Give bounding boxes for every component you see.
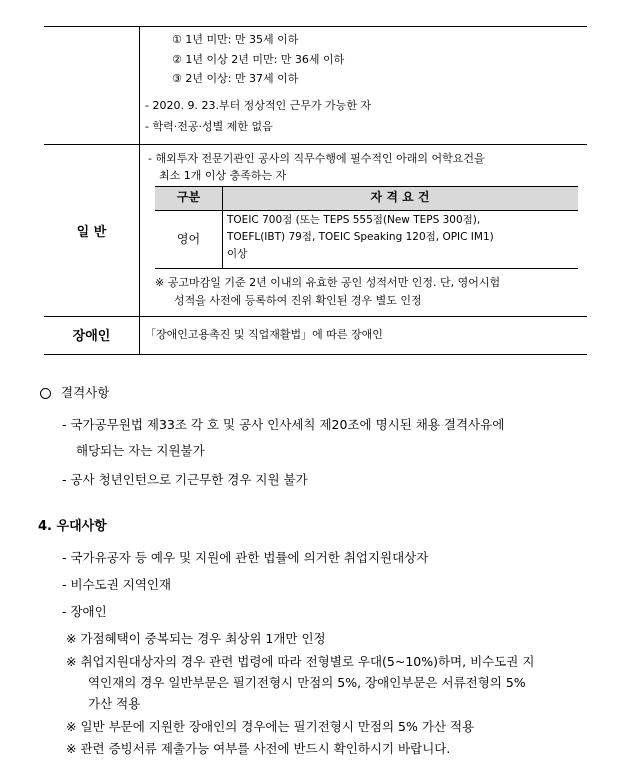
general-intro-line1: - 해외투자 전문기관인 공사의 직무수행에 필수적인 아래의 어학요건을 [148,152,485,165]
row-label-disabled: 장애인 [72,329,111,344]
preference-item-1: - 국가유공자 등 예우 및 지원에 관한 법률에 의거한 취업지원대상자 [62,550,429,565]
general-note-line1: ※ 공고마감일 기준 2년 이내의 유효한 공인 성적서만 인정. 단, 영어시험 [155,276,501,289]
header-category: 구분 [176,190,201,204]
age-item-1: ① 1년 미만: 만 35세 이하 [172,33,299,46]
disqualification-title [40,384,109,402]
no-limit-text: - 학력·전공·성별 제한 없음 [145,120,273,133]
preference-heading: 4. 우대사항 [38,519,107,534]
table-column-divider [139,26,140,355]
table-divider-1 [44,144,587,145]
work-start-text: - 2020. 9. 23.부터 정상적인 근무가 가능한 자 [145,99,372,112]
preference-note-2-line2: 역인재의 경우 일반부문은 필기전형시 만점의 5%, 장애인부문은 서류전형의 5% [88,675,526,690]
inner-border-top [155,186,578,187]
disabled-criteria-text: 「장애인고용촉진 및 직업재활법」에 따른 장애인 [145,328,383,341]
row-label-general: 일 반 [76,225,107,240]
age-item-3: ③ 2년 이상: 만 37세 이하 [172,72,299,85]
cell-category-english: 영어 [176,232,201,246]
circle-bullet-icon [40,388,51,399]
table-border-bottom [44,354,587,355]
disqualification-item2: - 공사 청년인턴으로 기근무한 경우 지원 불가 [62,472,308,487]
cell-requirement-line2: TOEFL(IBT) 79점, TOEIC Speaking 120점, OPIC IM1) [227,231,494,243]
disqualification-item1-line2: 해당되는 자는 지원불가 [76,443,205,458]
preference-note-2-line1: ※ 취업지원대상자의 경우 관련 법령에 따라 전형별로 우대(5~10%)하며, 비수도권 지 [66,654,535,669]
disqualification-title-text: 결격사항 [61,385,110,400]
table-border-top [44,26,587,27]
cell-requirement-line1: TOEIC 700점 (또는 TEPS 555점(New TEPS 300점), [227,214,481,226]
general-note-line2: 성적을 사전에 등록하여 진위 확인된 경우 별도 인정 [174,294,422,307]
inner-border-header [155,210,578,211]
table-divider-2 [44,316,587,317]
preference-item-3: - 장애인 [62,604,107,619]
header-requirement: 자 격 요 건 [370,190,430,204]
eligibility-table [44,26,587,355]
cell-requirement-line3: 이상 [227,248,248,260]
preference-note-3: ※ 일반 부문에 지원한 장애인의 경우에는 필기전형시 만점의 5% 가산 적용 [66,719,475,734]
preference-note-4: ※ 관련 증빙서류 제출가능 여부를 사전에 반드시 확인하시기 바랍니다. [66,741,451,756]
preference-note-1: ※ 가점혜택이 중복되는 경우 최상위 1개만 인정 [66,631,326,646]
general-intro-line2: 최소 1개 이상 충족하는 자 [159,169,287,182]
inner-border-bottom [155,268,578,269]
preference-note-2-line3: 가산 적용 [88,696,141,711]
preference-item-2: - 비수도권 지역인재 [62,577,172,592]
disqualification-item1-line1: - 국가공무원법 제33조 각 호 및 공사 인사세칙 제20조에 명시된 채용 결격사유에 [62,417,505,432]
age-item-2: ② 1년 이상 2년 미만: 만 36세 이하 [172,53,345,66]
